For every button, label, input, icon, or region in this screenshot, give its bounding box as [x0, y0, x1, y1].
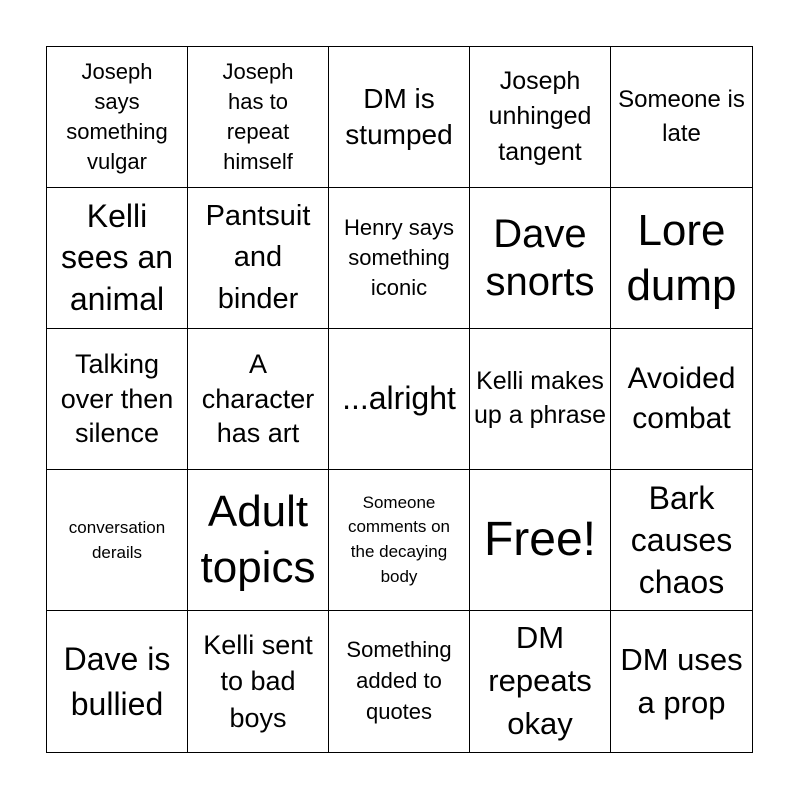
bingo-cell[interactable] [470, 188, 611, 329]
cell-text: Someone comments on the decaying body [347, 492, 451, 586]
cell-text: Talking over then silence [60, 348, 174, 449]
cell-text: conversation derails [68, 517, 166, 562]
bingo-board [46, 46, 753, 753]
bingo-cell[interactable] [329, 470, 470, 611]
bingo-cell[interactable] [329, 611, 470, 752]
bingo-cell[interactable] [188, 470, 329, 611]
bingo-cell[interactable] [611, 329, 752, 470]
bingo-cell[interactable] [47, 47, 188, 188]
bingo-cell[interactable] [47, 188, 188, 329]
bingo-cell[interactable] [470, 470, 611, 611]
cell-text: Dave snorts [485, 212, 595, 304]
cell-text: Joseph has to repeat himself [222, 58, 294, 175]
bingo-cell[interactable] [47, 470, 188, 611]
bingo-cell[interactable] [329, 47, 470, 188]
cell-text: Avoided combat [627, 362, 736, 435]
bingo-cell[interactable] [611, 188, 752, 329]
cell-text: Dave is bullied [63, 641, 171, 722]
cell-text: DM uses a prop [620, 641, 743, 720]
cell-text: ...alright [342, 380, 456, 417]
cell-text: A character has art [201, 348, 315, 449]
cell-text: Pantsuit and binder [205, 200, 311, 315]
cell-text: Lore dump [626, 206, 737, 310]
bingo-cell[interactable] [188, 611, 329, 752]
bingo-cell[interactable] [47, 329, 188, 470]
bingo-cell[interactable] [188, 329, 329, 470]
cell-text: Adult topics [200, 486, 316, 592]
cell-text: Bark causes chaos [630, 479, 733, 601]
bingo-cell[interactable] [611, 47, 752, 188]
bingo-cell[interactable] [470, 329, 611, 470]
cell-text: Kelli sees an animal [60, 197, 174, 317]
bingo-cell[interactable] [611, 470, 752, 611]
cell-text: DM repeats okay [488, 620, 592, 741]
cell-text: Something added to quotes [346, 637, 452, 724]
cell-text: Kelli sent to bad boys [203, 629, 313, 733]
bingo-cell[interactable] [470, 611, 611, 752]
cell-text: Someone is late [618, 85, 745, 147]
cell-text: Free! [483, 513, 597, 567]
bingo-cell[interactable] [329, 188, 470, 329]
bingo-cell[interactable] [188, 188, 329, 329]
cell-text: Henry says something iconic [343, 214, 455, 301]
cell-text: DM is stumped [345, 83, 453, 150]
cell-text: Joseph says something vulgar [66, 58, 168, 175]
bingo-cell[interactable] [329, 329, 470, 470]
bingo-cell[interactable] [188, 47, 329, 188]
bingo-cell[interactable] [470, 47, 611, 188]
bingo-cell[interactable] [611, 611, 752, 752]
bingo-cell[interactable] [47, 611, 188, 752]
cell-text: Joseph unhinged tangent [488, 66, 592, 166]
cell-text: Kelli makes up a phrase [473, 367, 607, 429]
